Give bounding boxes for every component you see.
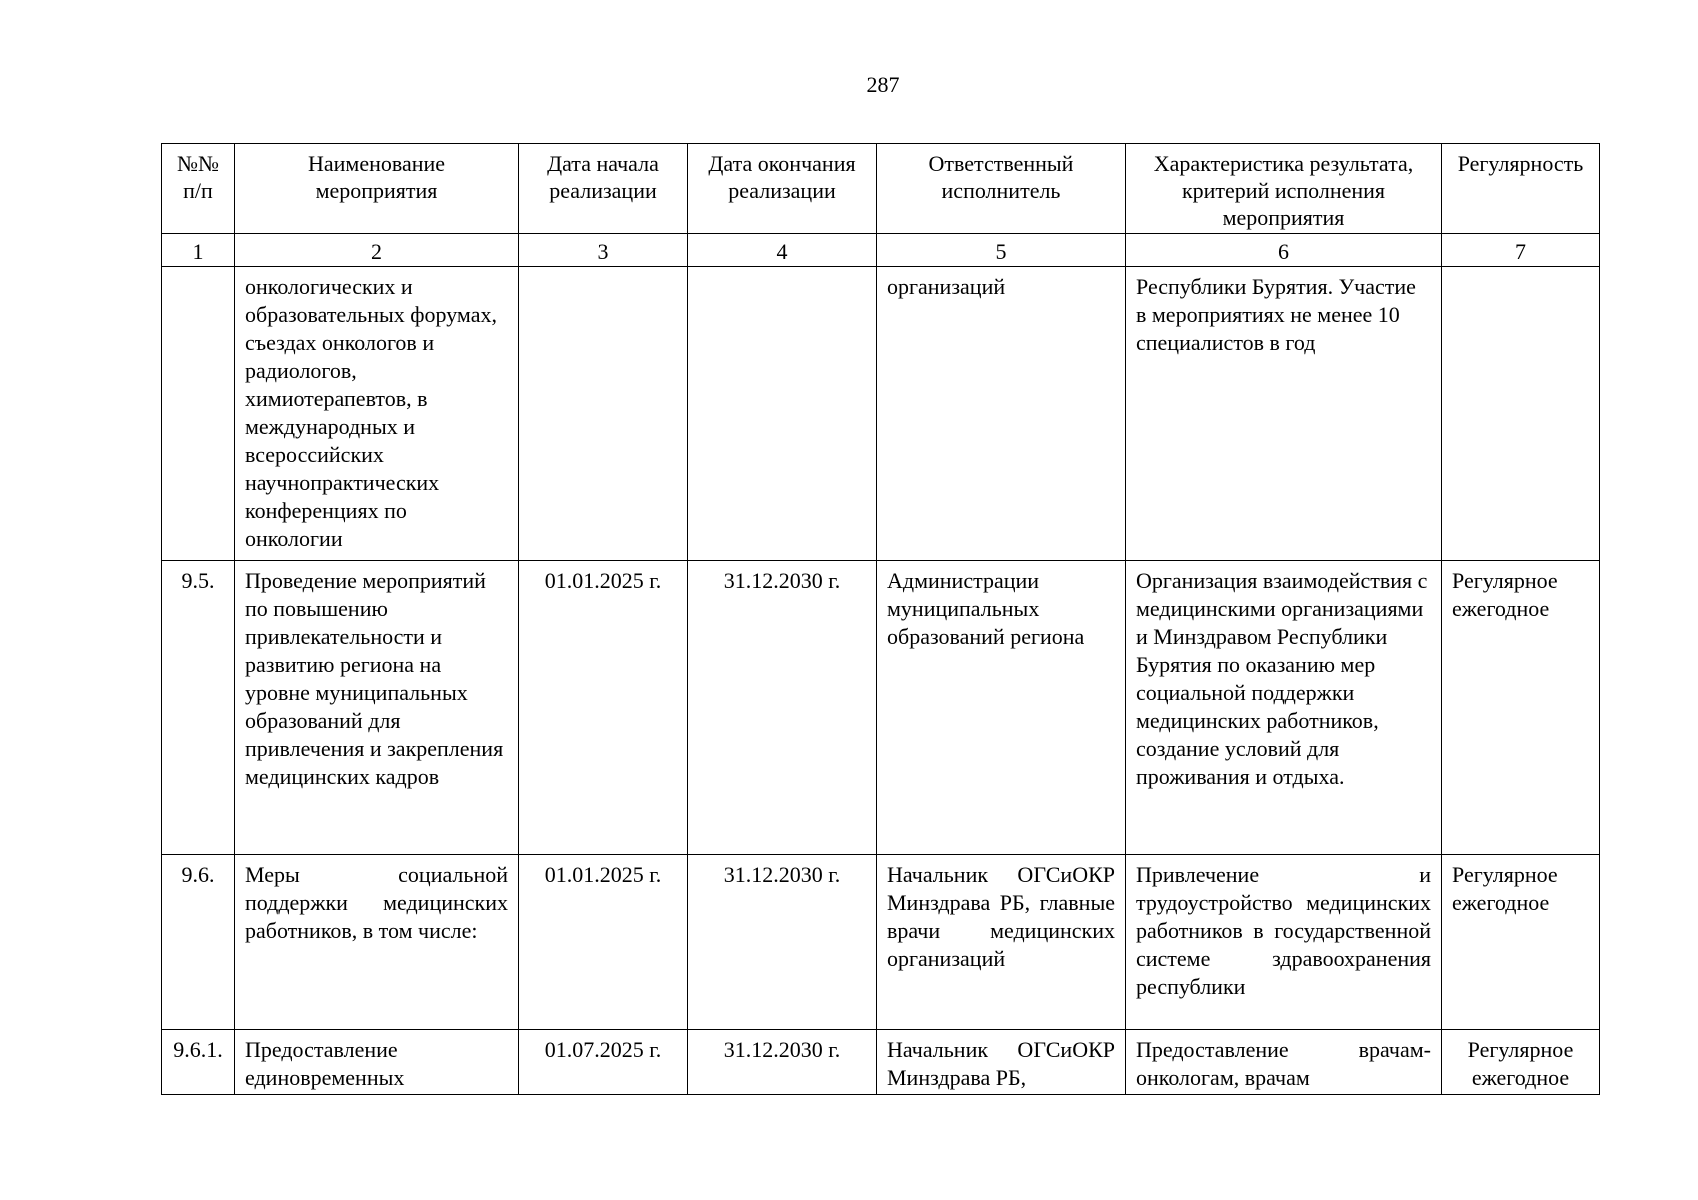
row-end-date: 31.12.2030 г. <box>688 561 877 855</box>
row-regularity: Регулярное ежегодное <box>1442 561 1600 855</box>
row-responsible: Начальник ОГСиОКР Минздрава РБ, главные врачи медицинских организаций <box>877 855 1126 1030</box>
row-start-date: 01.01.2025 г. <box>519 855 688 1030</box>
header-num: №№ п/п <box>162 144 235 234</box>
header-regularity: Регулярность <box>1442 144 1600 234</box>
table-row <box>162 855 1600 1030</box>
row-responsible: Начальник ОГСиОКР Минздрава РБ, <box>877 1030 1126 1095</box>
row-name: Меры социальной поддержки медицинских работников, в том числе: <box>235 855 519 1030</box>
table-row <box>162 561 1600 855</box>
row-name: онкологических и образовательных форумах, съездах онкологов и радиологов, химиотерапевтов, в международных и всероссийских научнопрактических конференциях по онкологии <box>235 267 519 561</box>
row-name: Проведение мероприятий по повышению привлекательности и развитию региона на уровне муниципальных образований для привлечения и закрепления медицинских кадров <box>235 561 519 855</box>
activities-table <box>161 143 1600 1095</box>
row-num <box>162 267 235 561</box>
table-row <box>162 1030 1600 1095</box>
column-number: 2 <box>235 234 519 267</box>
row-end-date: 31.12.2030 г. <box>688 855 877 1030</box>
header-end: Дата окончания реализации <box>688 144 877 234</box>
row-start-date: 01.01.2025 г. <box>519 561 688 855</box>
header-start: Дата начала реализации <box>519 144 688 234</box>
row-start-date: 01.07.2025 г. <box>519 1030 688 1095</box>
header-result: Характеристика результата, критерий исполнения мероприятия <box>1126 144 1442 234</box>
row-responsible: организаций <box>877 267 1126 561</box>
page-number: 287 <box>866 72 900 97</box>
column-number: 4 <box>688 234 877 267</box>
row-end-date <box>688 267 877 561</box>
row-result: Привлечение и трудоустройство медицинских работников в государственной системе здравоохранения республики <box>1126 855 1442 1030</box>
column-number-row <box>162 234 1600 267</box>
row-num: 9.6. <box>162 855 235 1030</box>
column-number: 5 <box>877 234 1126 267</box>
column-number: 1 <box>162 234 235 267</box>
column-number: 6 <box>1126 234 1442 267</box>
row-result: Предоставление врачам-онкологам, врачам <box>1126 1030 1442 1095</box>
row-name: Предоставление единовременных <box>235 1030 519 1095</box>
table-header-row <box>162 144 1600 234</box>
row-end-date: 31.12.2030 г. <box>688 1030 877 1095</box>
row-regularity <box>1442 267 1600 561</box>
row-num: 9.5. <box>162 561 235 855</box>
row-start-date <box>519 267 688 561</box>
header-responsible: Ответственный исполнитель <box>877 144 1126 234</box>
row-num: 9.6.1. <box>162 1030 235 1095</box>
table-row <box>162 267 1600 561</box>
row-result: Организация взаимодействия с медицинскими организациями и Минздравом Республики Бурятия по оказанию мер социальной поддержки медицинских работников, создание условий для проживания и отдыха. <box>1126 561 1442 855</box>
row-responsible: Администрации муниципальных образований региона <box>877 561 1126 855</box>
header-name: Наименование мероприятия <box>235 144 519 234</box>
row-result: Республики Бурятия. Участие в мероприятиях не менее 10 специалистов в год <box>1126 267 1442 561</box>
row-regularity: Регулярное ежегодное <box>1442 1030 1600 1095</box>
column-number: 3 <box>519 234 688 267</box>
row-regularity: Регулярное ежегодное <box>1442 855 1600 1030</box>
column-number: 7 <box>1442 234 1600 267</box>
